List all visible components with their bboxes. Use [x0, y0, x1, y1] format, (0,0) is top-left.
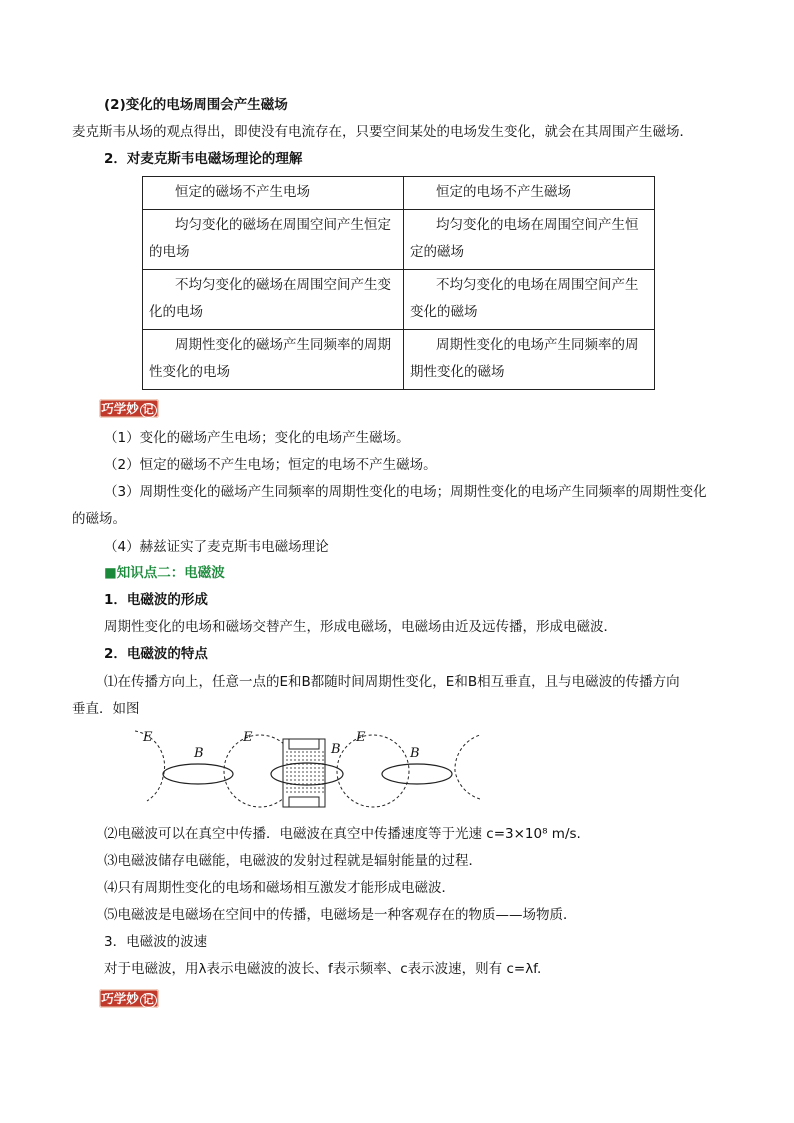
tip-item: （3）周期性变化的磁场产生同频率的周期性变化的电场；周期性变化的电场产生同频率的周期性变化 — [104, 484, 707, 500]
section-heading: 1．电磁波的形成 — [104, 592, 208, 608]
table-row — [143, 270, 655, 330]
table-cell: 周期性变化的磁场产生同频率的周期性变化的电场 — [143, 330, 404, 390]
section-heading: 3．电磁波的波速 — [104, 934, 208, 950]
paragraph: ⑵电磁波可以在真空中传播．电磁波在真空中传播速度等于光速 c=3×10⁸ m/s. — [104, 826, 581, 842]
table-cell: 不均匀变化的电场在周围空间产生变化的磁场 — [404, 270, 655, 330]
paragraph: 对于电磁波，用λ表示电磁波的波长、f表示频率、c表示波速，则有 c=λf. — [104, 961, 542, 977]
knowledge-point-title: ■知识点二：电磁波 — [104, 565, 225, 581]
paragraph: ⑷只有周期性变化的电场和磁场相互激发才能形成电磁波． — [104, 880, 455, 896]
table-cell: 均匀变化的电场在周围空间产生恒定的磁场 — [404, 210, 655, 270]
paragraph: ⑸电磁波是电磁场在空间中的传播，电磁场是一种客观存在的物质——场物质． — [104, 907, 577, 923]
diagram-label-B: B — [194, 746, 204, 761]
tip-item: （4）赫兹证实了麦克斯韦电磁场理论 — [104, 539, 329, 555]
coil-icon — [283, 739, 325, 807]
table-cell: 不均匀变化的磁场在周围空间产生变化的电场 — [143, 270, 404, 330]
table-cell: 恒定的磁场不产生电场 — [143, 177, 404, 210]
diagram-label-B: B — [331, 742, 341, 757]
tip-item-continued: 的磁场。 — [72, 511, 126, 527]
section-heading: 2．电磁波的特点 — [104, 646, 208, 662]
tip-item: （2）恒定的磁场不产生电场；恒定的电场不产生磁场。 — [104, 457, 437, 473]
section-heading: 2．对麦克斯韦电磁场理论的理解 — [104, 151, 303, 167]
em-wave-diagram — [135, 725, 480, 811]
table-cell: 周期性变化的电场产生同频率的周期性变化的磁场 — [404, 330, 655, 390]
paragraph-continued: 垂直．如图 — [72, 701, 140, 717]
diagram-label-B: B — [410, 746, 420, 761]
table-row — [143, 210, 655, 270]
table-cell: 均匀变化的磁场在周围空间产生恒定的电场 — [143, 210, 404, 270]
paragraph: 周期性变化的电场和磁场交替产生，形成电磁场，电磁场由近及远传播，形成电磁波． — [104, 619, 617, 635]
paragraph: ⑴在传播方向上，任意一点的E和B都随时间周期性变化，E和B相互垂直，且与电磁波的传播方向 — [104, 674, 680, 690]
table-cell: 恒定的电场不产生磁场 — [404, 177, 655, 210]
tips-badge: 巧学妙 记 — [99, 989, 159, 1008]
subsection-title: (2)变化的电场周围会产生磁场 — [104, 97, 288, 113]
maxwell-theory-table — [142, 176, 655, 390]
tips-badge: 巧学妙 记 — [99, 399, 159, 418]
paragraph: ⑶电磁波储存电磁能，电磁波的发射过程就是辐射能量的过程． — [104, 853, 482, 869]
table-row — [143, 330, 655, 390]
diagram-label-E: E — [356, 730, 366, 745]
tip-item: （1）变化的磁场产生电场；变化的电场产生磁场。 — [104, 430, 410, 446]
table-row — [143, 177, 655, 210]
diagram-label-E: E — [143, 730, 153, 745]
paragraph: 麦克斯韦从场的观点得出，即使没有电流存在，只要空间某处的电场发生变化，就会在其周围产生磁场． — [72, 124, 693, 140]
diagram-label-E: E — [243, 730, 253, 745]
